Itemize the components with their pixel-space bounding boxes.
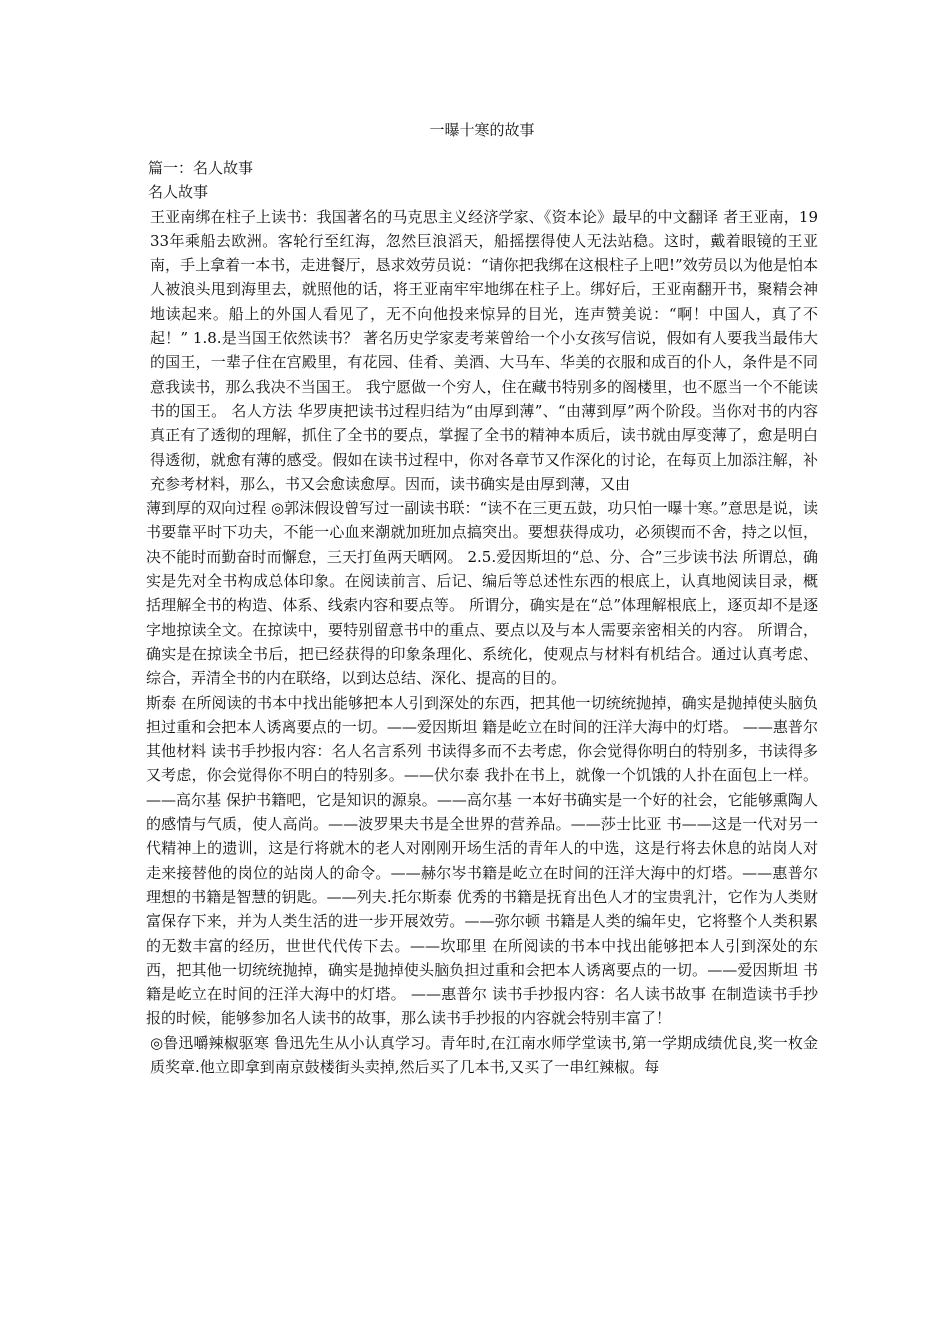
section-heading: 篇一：名人故事 (148, 159, 254, 177)
subheading: 名人故事 (148, 183, 209, 202)
document-page (146, 120, 818, 1079)
paragraph-wang-yanan: 王亚南绑在柱子上读书：我国著名的马克思主义经济学家、《资本论》最早的中文翻译 者王亚南，1933年乘船去欧洲。客轮行至红海，忽然巨浪滔天，船摇摆得使人无法站稳。这时，戴着眼镜的王亚南，手上拿着一本书，走进餐厅，恳求效劳员说：“请你把我绑在这根柱子上吧!”效劳员以为他是怕本人被浪头甩到海里去，就照他的话，将王亚南牢牢地绑在柱子上。绑好后，王亚南翻开书，聚精会神地读起来。船上的外国人看见了，无不向他投来惊异的目光，连声赞美说：“啊！中国人，真了不起！” 1.8.是当国王依然读书？ 著名历史学家麦考莱曾给一个小女孩写信说，假如有人要我当最伟大的国王，一辈子住在宫殿里，有花园、佳肴、美酒、大马车、华美的衣服和成百的仆人，条件是不同意我读书，那么我决不当国王。 我宁愿做一个穷人，住在藏书特别多的阁楼里，也不愿当一个不能读书的国王。 名人方法 华罗庚把读书过程归结为“由厚到薄”、“由薄到厚”两个阶段。当你对书的内容真正有了透彻的理解，抓住了全书的要点，掌握了全书的精神本质后，读书就由厚变薄了，愈是明白得透彻，就愈有薄的感受。假如在读书过程中，你对各章节又作深化的讨论，在每页上加添注解，补充参考材料，那么，书又会愈读愈厚。因而，读书确实是由厚到薄，又由 (150, 207, 818, 493)
paragraph-lu-xun: ◎鲁迅嚼辣椒驱寒 鲁迅先生从小认真学习。青年时,在江南水师学堂读书,第一学期成绩优良,奖一枚金质奖章.他立即拿到南京鼓楼街头卖掉,然后买了几本书,又买了一串红辣椒。每 (150, 1033, 818, 1076)
paragraph-quotes: 斯泰 在所阅读的书本中找出能够把本人引到深处的东西，把其他一切统统抛掉，确实是抛掉使头脑负担过重和会把本人诱离要点的一切。——爱因斯坦 籍是屹立在时间的汪洋大海中的灯塔。 ——惠普尔其他材料 读书手抄报内容：名人名言系列 书读得多而不去考虑，你会觉得你明白的特别多，书读得多又考虑，你会觉得你不明白的特别多。——伏尔泰 我扑在书上，就像一个饥饿的人扑在面包上一样。——高尔基 保护书籍吧，它是知识的源泉。——高尔基 一本好书确实是一个好的社会，它能够熏陶人的感情与气质，使人高尚。——波罗果夫书是全世界的营养品。——莎士比亚 书——这是一代对另一代精神上的遗训，这是行将就木的老人对刚刚开场生活的青年人的中选，这是行将去休息的站岗人对走来接替他的岗位的站岗人的命令。——赫尔岑书籍是屹立在时间的汪洋大海中的灯塔。——惠普尔理想的书籍是智慧的钥匙。——列夫.托尔斯泰 优秀的书籍是抚育出色人才的宝贵乳汁，它作为人类财富保存下来，并为人类生活的进一步开展效劳。——弥尔顿 书籍是人类的编年史，它将整个人类积累的无数丰富的经历，世世代代传下去。——坎耶里 在所阅读的书本中找出能够把本人引到深处的东西，把其他一切统统抛掉，确实是抛掉使头脑负担过重和会把本人诱离要点的一切。——爱因斯坦 书籍是屹立在时间的汪洋大海中的灯塔。 ——惠普尔 读书手抄报内容：名人读书故事 在制造读书手抄报的时候，能够参加名人读书的故事，那么读书手抄报的内容就会特别丰富了！ (146, 693, 818, 1028)
document-title: 一曝十寒的故事 (429, 121, 535, 139)
paragraph-reading-method: 薄到厚的双向过程 ◎郭沫假设曾写过一副读书联：“读不在三更五鼓，功只怕一曝十寒。”意思是说，读书要靠平时下功夫，不能一心血来潮就加班加点搞突出。要想获得成功，必须锲而不舍，持之以恒，决不能时而勤奋时而懈怠，三天打鱼两天晒网。 2.5.爱因斯坦的“总、分、合”三步读书法 所谓总，确实是先对全书构成总体印象。在阅读前言、后记、编后等总述性东西的根底上，认真地阅读目录，概括理解全书的构造、体系、线索内容和要点等。 所谓分，确实是在“总”体理解根底上，逐页却不是逐字地掠读全文。在掠读中，要特别留意书中的重点、要点以及与本人需要亲密相关的内容。 所谓合，确实是在掠读全书后，把已经获得的印象条理化、系统化，使观点与材料有机结合。通过认真考虑、综合，弄清全书的内在联络，以到达总结、深化、提高的目的。 (146, 499, 818, 688)
